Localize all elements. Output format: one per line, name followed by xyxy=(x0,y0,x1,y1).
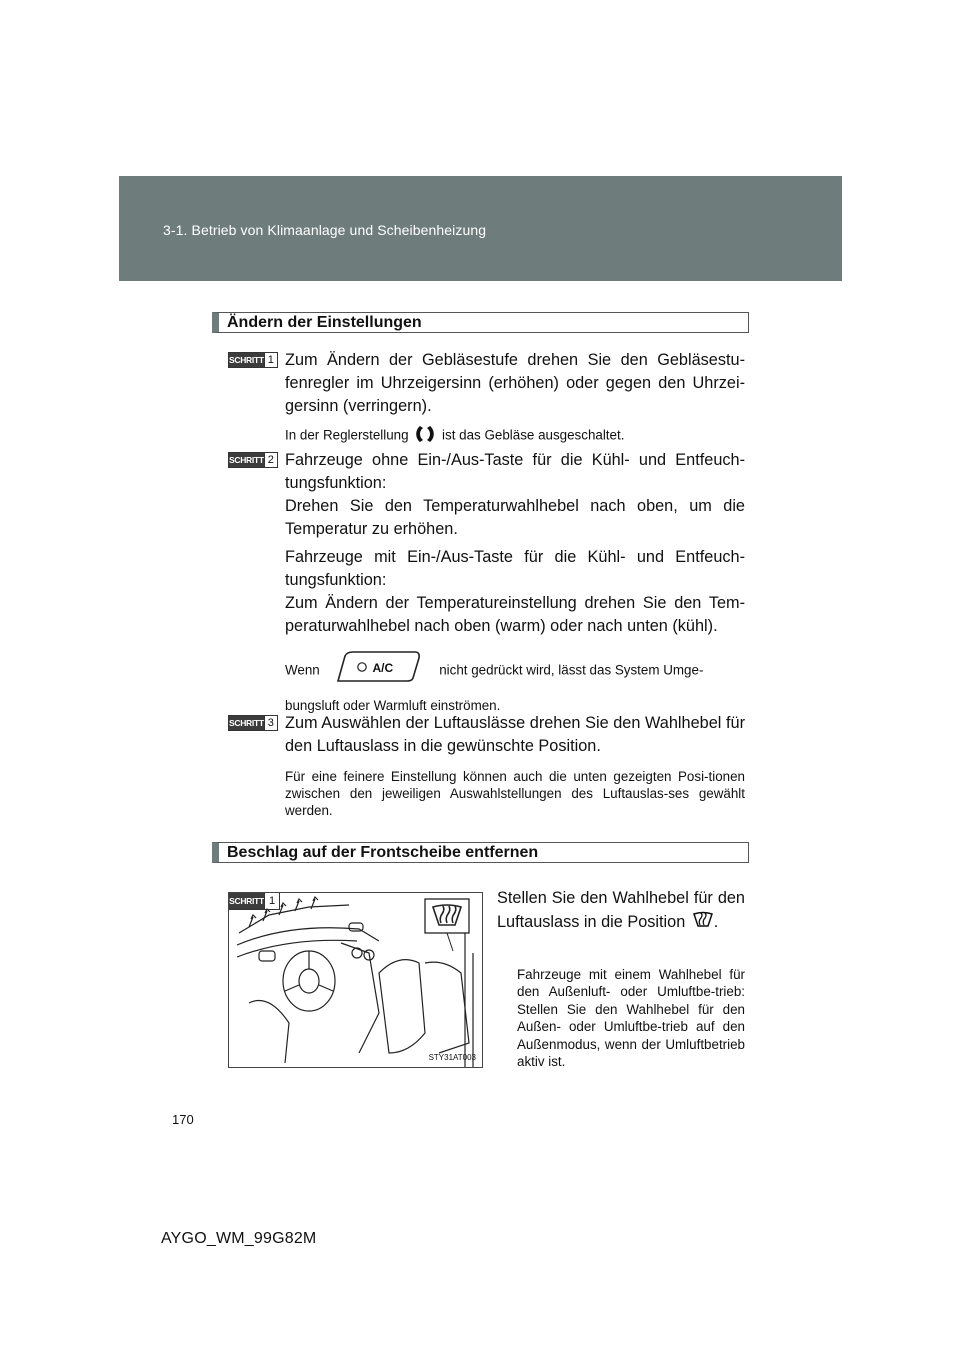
note-text-after: ist das Gebläse ausgeschaltet. xyxy=(442,427,625,443)
step-badge-number: 1 xyxy=(264,893,279,909)
step-2-note xyxy=(285,654,745,715)
step-3-note: Für eine feinere Einstellung können auch die unten gezeigten Posi-tionen zwischen den jeweiligen Auswahlstellungen des Luftauslas-ses gewählt werden. xyxy=(285,769,745,818)
windshield-defrost-icon xyxy=(692,910,714,935)
step-2-condition-with: Fahrzeuge mit Ein-/Aus-Taste für die Kühl- und Entfeuch-tungsfunktion: xyxy=(285,548,745,589)
chapter-header-bar xyxy=(119,176,842,281)
car-interior-illustration xyxy=(229,893,482,1067)
step-badge-number: 3 xyxy=(264,716,277,730)
fan-off-icon xyxy=(412,424,438,448)
step-2-para1 xyxy=(285,449,745,541)
note-text-before: Wenn xyxy=(285,662,320,678)
ac-button-label: A/C xyxy=(372,661,394,675)
step-2-instruction-without: Drehen Sie den Temperaturwahlhebel nach oben, um die Temperatur zu erhöhen. xyxy=(285,497,745,538)
defog-step-text xyxy=(497,886,745,935)
section-heading-defog: Beschlag auf der Frontscheibe entfernen xyxy=(212,842,749,863)
defog-step-instruction: Stellen Sie den Wahlhebel für den Luftauslass in die Position xyxy=(497,889,745,931)
step-3-text: Zum Auswählen der Luftauslässe drehen Sie den Wahlhebel für den Luftauslass in die gewünschte Position. xyxy=(285,714,745,755)
step-badge-1 xyxy=(228,352,278,368)
step-2-instruction-with: Zum Ändern der Temperatureinstellung drehen Sie den Tem-peraturwahlhebel nach oben (warm) oder nach unten (kühl). xyxy=(285,594,745,635)
defog-step-period: . xyxy=(713,913,719,931)
page-number: 170 xyxy=(172,1112,194,1127)
car-interior-figure xyxy=(228,892,483,1068)
step-1-text: Zum Ändern der Gebläsestufe drehen Sie den Gebläsestu-fenregler im Uhrzeigersinn (erhöhen) oder gegen den Uhrzei-gersinn (verringern). xyxy=(285,351,745,415)
step-badge-3 xyxy=(228,715,278,731)
step-badge-word: SCHRITT xyxy=(229,455,264,465)
step-badge-number: 1 xyxy=(264,353,277,367)
step-2-para2 xyxy=(285,546,745,638)
step-badge-word: SCHRITT xyxy=(229,893,264,909)
section-heading-settings: Ändern der Einstellungen xyxy=(212,312,749,333)
note-text-after: nicht gedrückt wird, lässt das System Umge- xyxy=(439,662,704,678)
ac-button-icon xyxy=(335,650,421,684)
step-badge-2 xyxy=(228,452,278,468)
chapter-title: 3-1. Betrieb von Klimaanlage und Scheibenheizung xyxy=(163,222,487,238)
step-badge-word: SCHRITT xyxy=(229,355,264,365)
document-code: AYGO_WM_99G82M xyxy=(161,1230,317,1247)
step-2-condition-without: Fahrzeuge ohne Ein-/Aus-Taste für die Kühl- und Entfeuch-tungsfunktion: xyxy=(285,451,745,492)
figure-code: STY31AT003 xyxy=(428,1053,476,1062)
note-line-2: bungsluft oder Warmluft einströmen. xyxy=(285,698,501,713)
step-badge-word: SCHRITT xyxy=(229,718,264,728)
defog-step-note: Fahrzeuge mit einem Wahlhebel für den Außenluft- oder Umluftbe-trieb: Stellen Sie den Wahlhebel für den Außen- oder Umluftbe-trieb auf den Außenmodus, wenn der Umluftbetrieb aktiv ist. xyxy=(517,967,745,1070)
note-text-before: In der Reglerstellung xyxy=(285,427,409,443)
step-badge-number: 2 xyxy=(264,453,277,467)
step-1-note xyxy=(285,424,745,448)
